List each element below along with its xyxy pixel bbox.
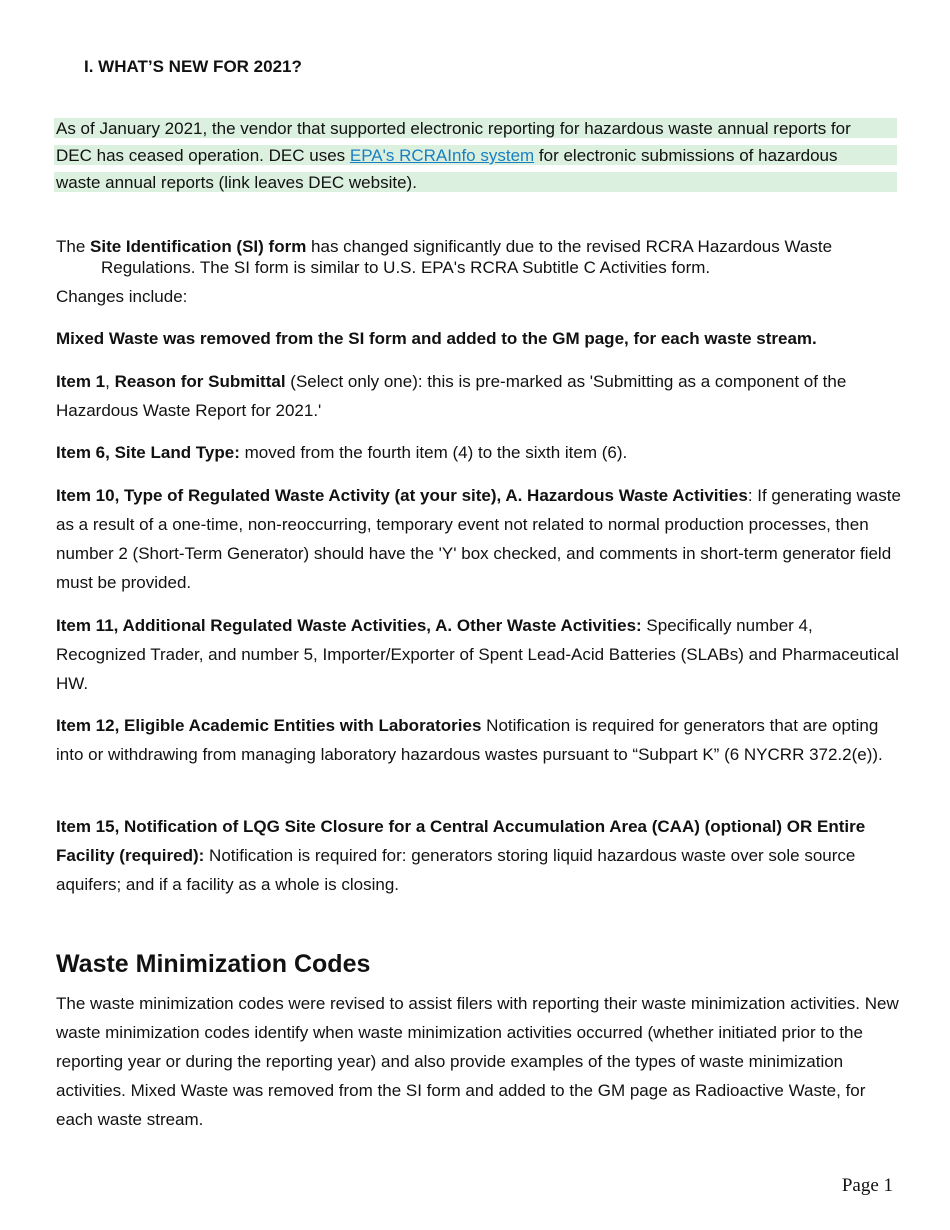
mixed-waste-note	[56, 324, 906, 353]
item-11-text: Specifically number 4, Recognized Trader, and number 5, Importer/Exporter of Spent Lead-Acid Batteries (SLABs) and Pharmaceutical HW.	[56, 616, 899, 693]
vendor-notice	[54, 118, 897, 199]
item-15	[56, 812, 906, 899]
item-11	[56, 611, 906, 698]
item-1-title: Reason for Submittal	[114, 372, 286, 391]
notice-line-2	[54, 145, 897, 165]
section-heading: I. WHAT’S NEW FOR 2021?	[84, 57, 302, 76]
waste-min-body: The waste minimization codes were revised to assist filers with reporting their waste minimization activities. New waste minimization codes identify when waste minimization activities occurred (whether initiated prior to the reporting year or during the reporting year) and also provide examples of the types of waste minimization activities. Mixed Waste was removed from the SI form and added to the GM page as Radioactive Waste, for each waste stream.	[56, 994, 899, 1129]
item-12-text: Notification is required for generators that are opting into or withdrawing from managing laboratory hazardous wastes pursuant to “Subpart K” (6 NYCRR 372.2(e)).	[56, 716, 883, 764]
item-10-title: Item 10, Type of Regulated Waste Activity (at your site), A. Hazardous Waste Activities	[56, 486, 748, 505]
changes-label: Changes include:	[56, 287, 188, 306]
item-1-text: (Select only one): this is pre-marked as 'Submitting as a component of the Hazardous Waste Report for 2021.'	[56, 372, 847, 420]
notice-line-2-after: for electronic submissions of hazardous	[534, 146, 838, 165]
item-6-text: moved from the fourth item (4) to the sixth item (6).	[239, 443, 628, 462]
notice-line-3: waste annual reports (link leaves DEC website).	[54, 172, 897, 192]
notice-line-2-before: DEC has ceased operation. DEC uses	[56, 146, 350, 165]
intro-bold: Site Identification (SI) form	[90, 237, 307, 256]
intro-suffix: has changed significantly due to the revised RCRA Hazardous Waste	[306, 237, 833, 256]
item-10-text: : If generating waste as a result of a one-time, non-reoccurring, temporary event not related to normal production processes, then number 2 (Short-Term Generator) should have the 'Y' box checked, and comments in short-term generator field must be provided.	[56, 486, 901, 592]
mixed-waste-text: Mixed Waste was removed from the SI form and added to the GM page, for each waste stream.	[56, 329, 817, 348]
page-number: Page 1	[841, 1175, 893, 1196]
notice-line-1: As of January 2021, the vendor that supported electronic reporting for hazardous waste annual reports for	[54, 118, 897, 138]
si-form-intro	[56, 236, 906, 278]
item-6	[56, 438, 906, 467]
item-12-title: Item 12, Eligible Academic Entities with Laboratories	[56, 716, 482, 735]
waste-min-heading: Waste Minimization Codes	[56, 950, 371, 978]
item-15-title: Item 15, Notification of LQG Site Closure for a Central Accumulation Area (CAA) (optional) OR Entire Facility (required):	[56, 817, 866, 865]
item-1-label: Item 1	[56, 372, 106, 391]
item-11-title: Item 11, Additional Regulated Waste Activities, A. Other Waste Activities:	[56, 616, 642, 635]
item-6-title: Item 6, Site Land Type:	[56, 443, 240, 462]
item-15-text: Notification is required for: generators storing liquid hazardous waste over sole source aquifers; and if a facility as a whole is closing.	[56, 846, 856, 894]
rcrainfo-link[interactable]: EPA's RCRAInfo system	[349, 146, 535, 165]
item-1-sep: ,	[105, 372, 115, 391]
intro-prefix: The	[56, 237, 91, 256]
intro-line-2: Regulations. The SI form is similar to U.S. EPA's RCRA Subtitle C Activities form.	[101, 258, 711, 277]
item-12	[56, 711, 906, 769]
item-1	[56, 367, 906, 425]
item-10	[56, 481, 906, 597]
